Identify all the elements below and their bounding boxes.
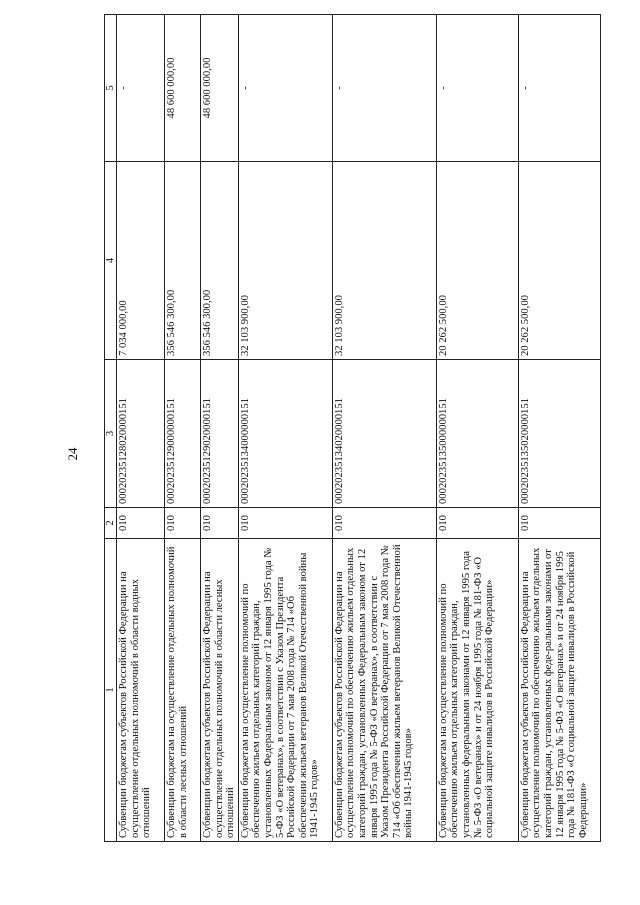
- page-number: 24: [65, 447, 80, 461]
- row-sum-2: 48 600 000,00: [165, 15, 201, 162]
- row-name: Субвенции бюджетам на осуществление отдельных полномочий в области лесных отношений: [165, 539, 201, 842]
- header-cell: 5: [105, 15, 117, 162]
- row-kbk: 00020235135000000151: [436, 360, 518, 508]
- row-kbk: 00020235128020000151: [117, 360, 165, 508]
- row-sum-1: 32 103 900,00: [332, 162, 436, 360]
- rotated-table-container: [104, 15, 610, 842]
- header-cell: 2: [105, 508, 117, 539]
- table-row: [238, 15, 332, 842]
- row-sum-1: 7 034 000,00: [117, 162, 165, 360]
- header-cell: 1: [105, 539, 117, 842]
- row-kbk: 00020235135020000151: [518, 360, 600, 508]
- row-name: Субвенции бюджетам субъектов Российской Федерации на осуществление полномочий по обеспечению жильем отдельных категорий граждан, установленных Федеральным законом от 12 января 1995 года № 5-ФЗ «О ветеранах», в соответствии с Указом Президента Российской Федерации от 7 мая 2008 года № 714 «Об обеспечении жильем ветеранов Великой Отечественной войны 1941-1945 годов»: [332, 539, 436, 842]
- table-row: [436, 15, 518, 842]
- table-row: [165, 15, 201, 842]
- row-sum-1: 356 546 300,00: [201, 162, 239, 360]
- row-code: 010: [117, 508, 165, 539]
- row-code: 010: [238, 508, 332, 539]
- row-kbk: 00020235129000000151: [165, 360, 201, 508]
- row-sum-2: -: [117, 15, 165, 162]
- row-code: 010: [332, 508, 436, 539]
- header-cell: 4: [105, 162, 117, 360]
- table-row: [201, 15, 239, 842]
- table-row: [117, 15, 165, 842]
- row-name: Субвенции бюджетам субъектов Российской Федерации на осуществление отдельных полномочий в области лесных отношений: [201, 539, 239, 842]
- table-row: [332, 15, 436, 842]
- row-name: Субвенции бюджетам субъектов Российской Федерации на осуществление полномочий по обеспечению жильем отдельных категорий граждан, установленных феде-ральными законами от 12 января 1995 года № 5-ФЗ «О ветеранах» и от 24 ноября 1995 года № 181-ФЗ «О социальной защите инвалидов в Российской Федерации»: [518, 539, 600, 842]
- row-sum-1: 356 546 300,00: [165, 162, 201, 360]
- row-sum-1: 20 262 500,00: [518, 162, 600, 360]
- row-sum-2: -: [238, 15, 332, 162]
- row-sum-2: -: [518, 15, 600, 162]
- row-sum-2: 48 600 000,00: [201, 15, 239, 162]
- row-name: Субвенции бюджетам субъектов Российской Федерации на осуществление отдельных полномочий в области водных отношений: [117, 539, 165, 842]
- row-name: Субвенции бюджетам на осуществление полномочий по обеспечению жильем отдельных категорий граждан, установленных федеральными законами от 12 января 1995 года № 5-ФЗ «О ветеранах» и от 24 ноября 1995 года № 181-ФЗ «О социальной защите инвалидов в Российской Федерации»: [436, 539, 518, 842]
- budget-table: [104, 14, 601, 842]
- header-cell: 3: [105, 360, 117, 508]
- row-name: Субвенции бюджетам на осуществление полномочий по обеспечению жильем отдельных категорий граждан, установленных Федеральным законом от 12 января 1995 года № 5-ФЗ «О ветеранах», в соответствии с Указом Президента Российской Федерации от 7 мая 2008 года № 714 «Об обеспечении жильем ветеранов Великой Отечественной войны 1941-1945 годов»: [238, 539, 332, 842]
- row-kbk: 00020235134020000151: [332, 360, 436, 508]
- row-sum-2: -: [436, 15, 518, 162]
- table-header-row: [105, 15, 117, 842]
- row-sum-2: -: [332, 15, 436, 162]
- row-code: 010: [165, 508, 201, 539]
- row-kbk: 00020235129020000151: [201, 360, 239, 508]
- table-row: [518, 15, 600, 842]
- row-kbk: 00020235134000000151: [238, 360, 332, 508]
- row-code: 010: [201, 508, 239, 539]
- row-sum-1: 20 262 500,00: [436, 162, 518, 360]
- row-code: 010: [518, 508, 600, 539]
- row-sum-1: 32 103 900,00: [238, 162, 332, 360]
- row-code: 010: [436, 508, 518, 539]
